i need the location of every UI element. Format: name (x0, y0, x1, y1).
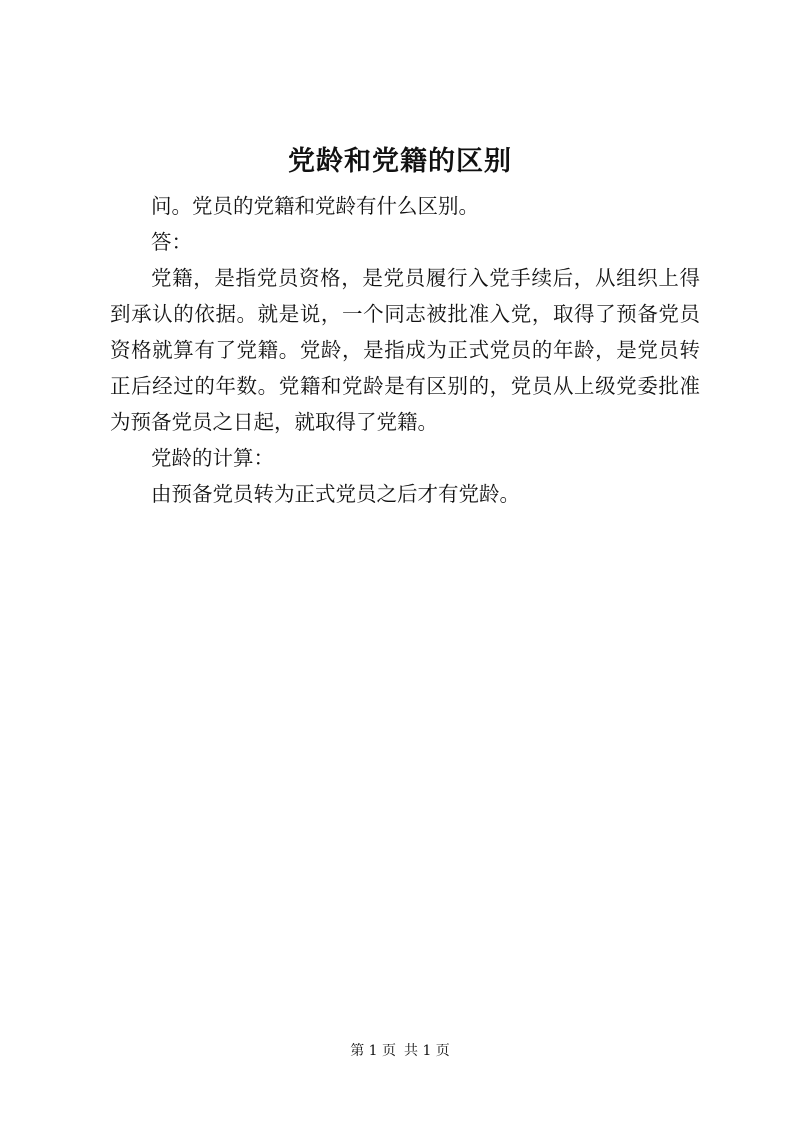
answer-label: 答： (151, 230, 192, 254)
document-body (110, 188, 700, 512)
page-total: 共 1 页 (404, 1043, 450, 1059)
question-paragraph: 问。党员的党籍和党龄有什么区别。 (151, 194, 479, 218)
answer-paragraph: 党籍，是指党员资格，是党员履行入党手续后，从组织上得到承认的依据。就是说，一个同志被批准入党，取得了预备党员资格就算有了党籍。党龄，是指成为正式党员的年龄，是党员转正后经过的年数。党籍和党龄是有区别的，党员从上级党委批准为预备党员之日起，就取得了党籍。 (110, 266, 700, 434)
document-title: 党龄和党籍的区别 (288, 146, 512, 177)
page-number: 第 1 页 (350, 1043, 396, 1059)
calculation-heading: 党龄的计算： (151, 446, 274, 470)
page-footer (0, 1040, 800, 1062)
calculation-paragraph: 由预备党员转为正式党员之后才有党龄。 (151, 482, 520, 506)
